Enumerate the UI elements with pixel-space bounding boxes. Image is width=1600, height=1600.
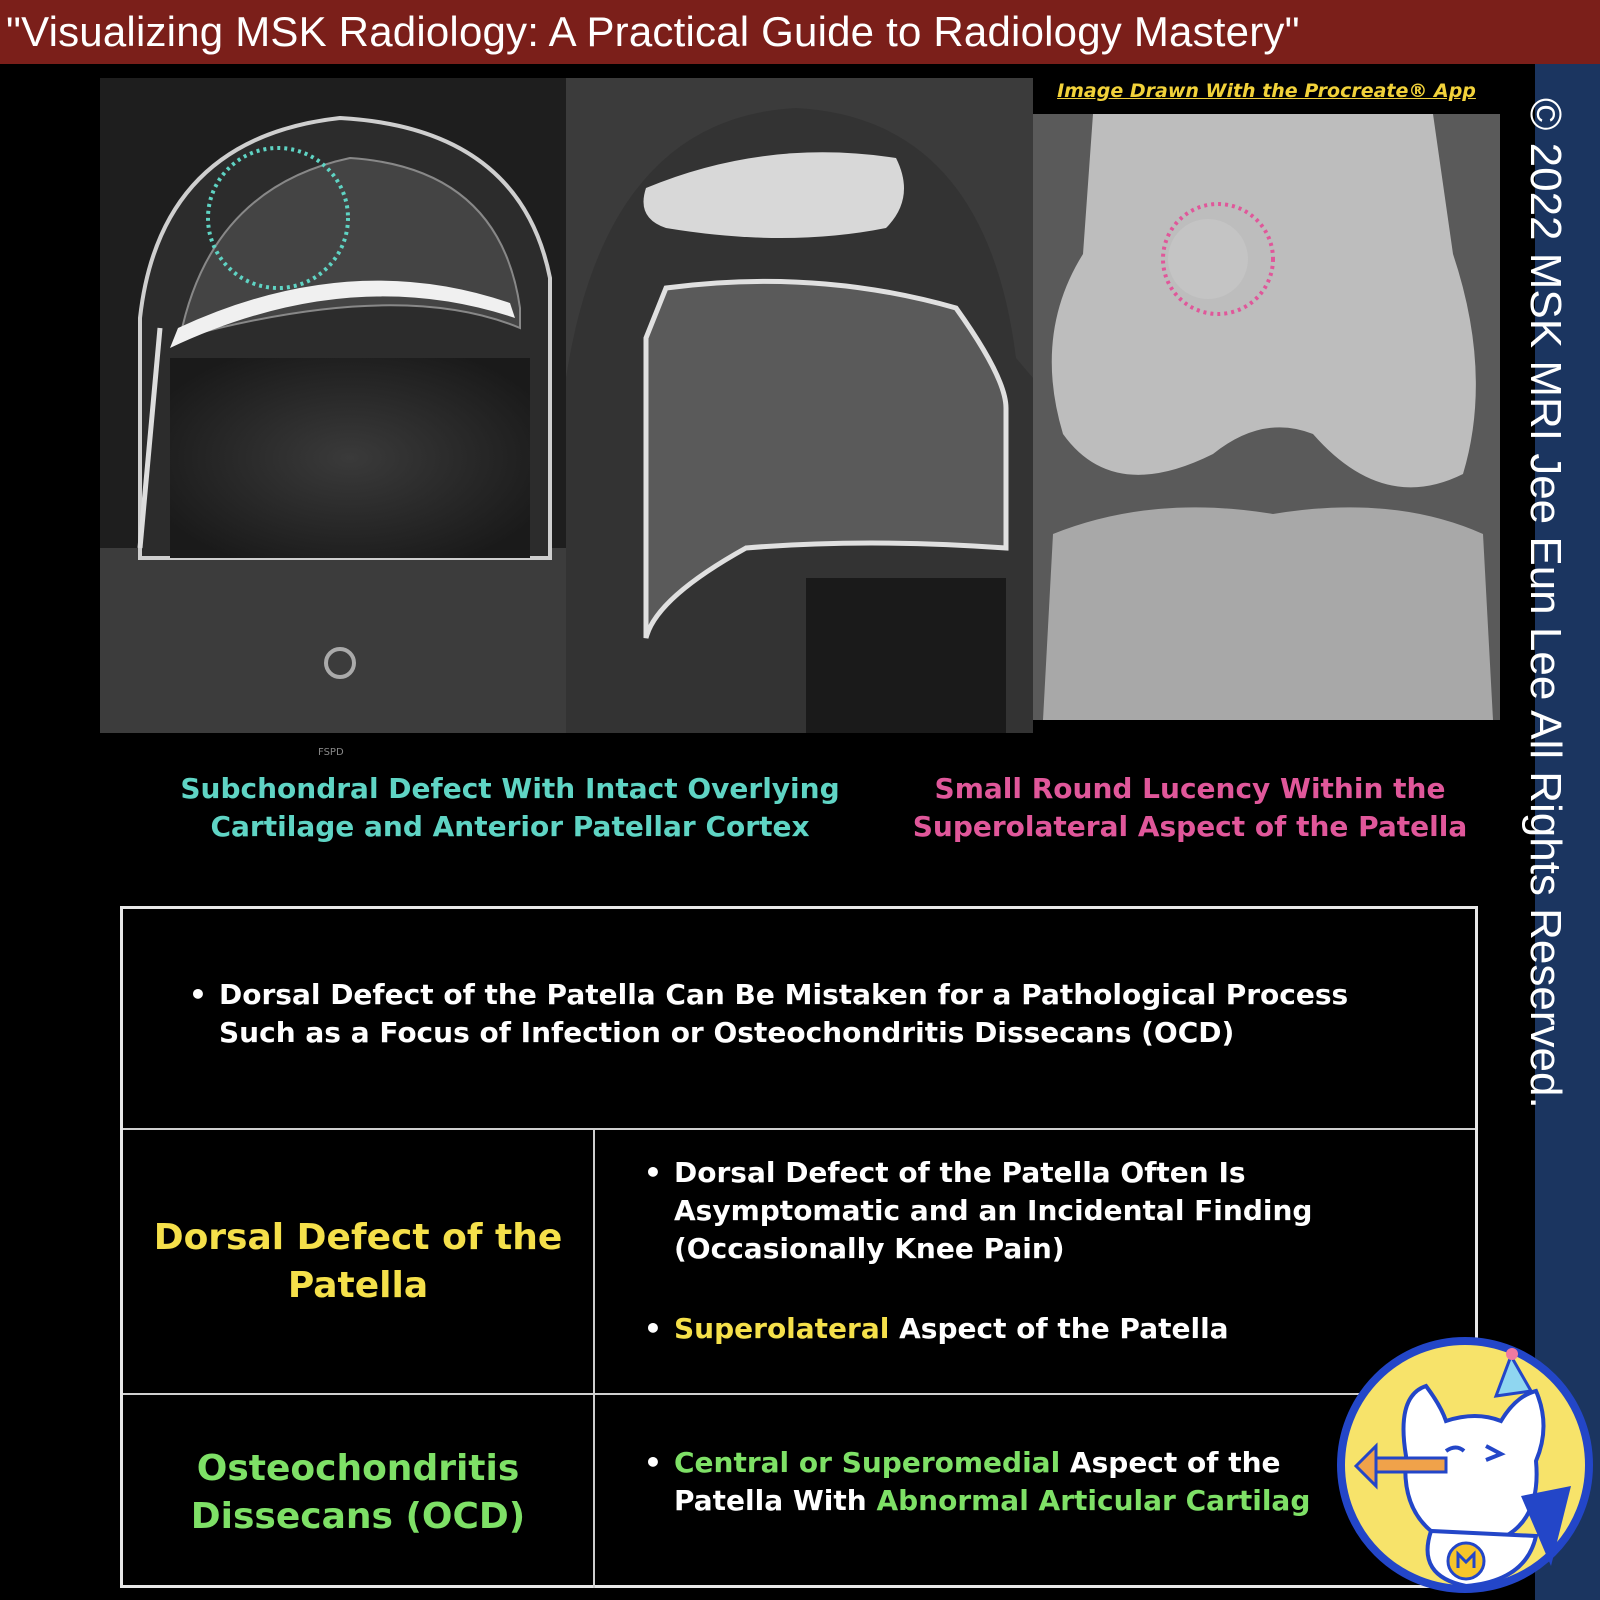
summary-table [120, 906, 1478, 1588]
copyright-text: © 2022 MSK MRI Jee Eun Lee All Rights Reserved. [1521, 98, 1570, 1109]
mri-highlight-circle [208, 148, 348, 288]
term-dorsal-defect: Dorsal Defect of the Patella [153, 1217, 563, 1306]
procreate-note: Image Drawn With the Procreate® App [1057, 80, 1476, 102]
ocd-bullet: • Central or Superomedial Aspect of the Patella With Abnormal Articular Cartilag [644, 1446, 1311, 1517]
table-divider [593, 1128, 595, 1588]
term-ocd: Osteochondritis Dissecans (OCD) [190, 1448, 526, 1537]
mri-image [100, 78, 566, 733]
table-divider [123, 1393, 1475, 1395]
summary-bullet: • Dorsal Defect of the Patella Can Be Mistaken for a Pathological Process Such as a Focus of Infection or Osteochondritis Dissecans (OCD) [189, 978, 1349, 1049]
dorsal-defect-bullet-2: • Superolateral Aspect of the Patella [644, 1312, 1229, 1345]
radiograph-caption: Small Round Lucency Within the Superolateral Aspect of the Patella [912, 772, 1468, 843]
ct-image [566, 78, 1033, 733]
mri-ct-caption: Subchondral Defect With Intact Overlying Cartilage and Anterior Patellar Cortex [180, 772, 840, 843]
radiograph-image [1033, 114, 1500, 720]
mascot-badge [1336, 1336, 1594, 1594]
dorsal-defect-bullet-1: • Dorsal Defect of the Patella Often Is Asymptomatic and an Incidental Finding (Occasionally Knee Pain) [644, 1156, 1313, 1265]
title-bar [0, 0, 1600, 64]
page-title: "Visualizing MSK Radiology: A Practical Guide to Radiology Mastery" [6, 8, 1300, 55]
radiograph-highlight-circle [1163, 204, 1273, 314]
table-divider [123, 1128, 1475, 1130]
mri-sequence-label: FSPD [318, 747, 344, 758]
